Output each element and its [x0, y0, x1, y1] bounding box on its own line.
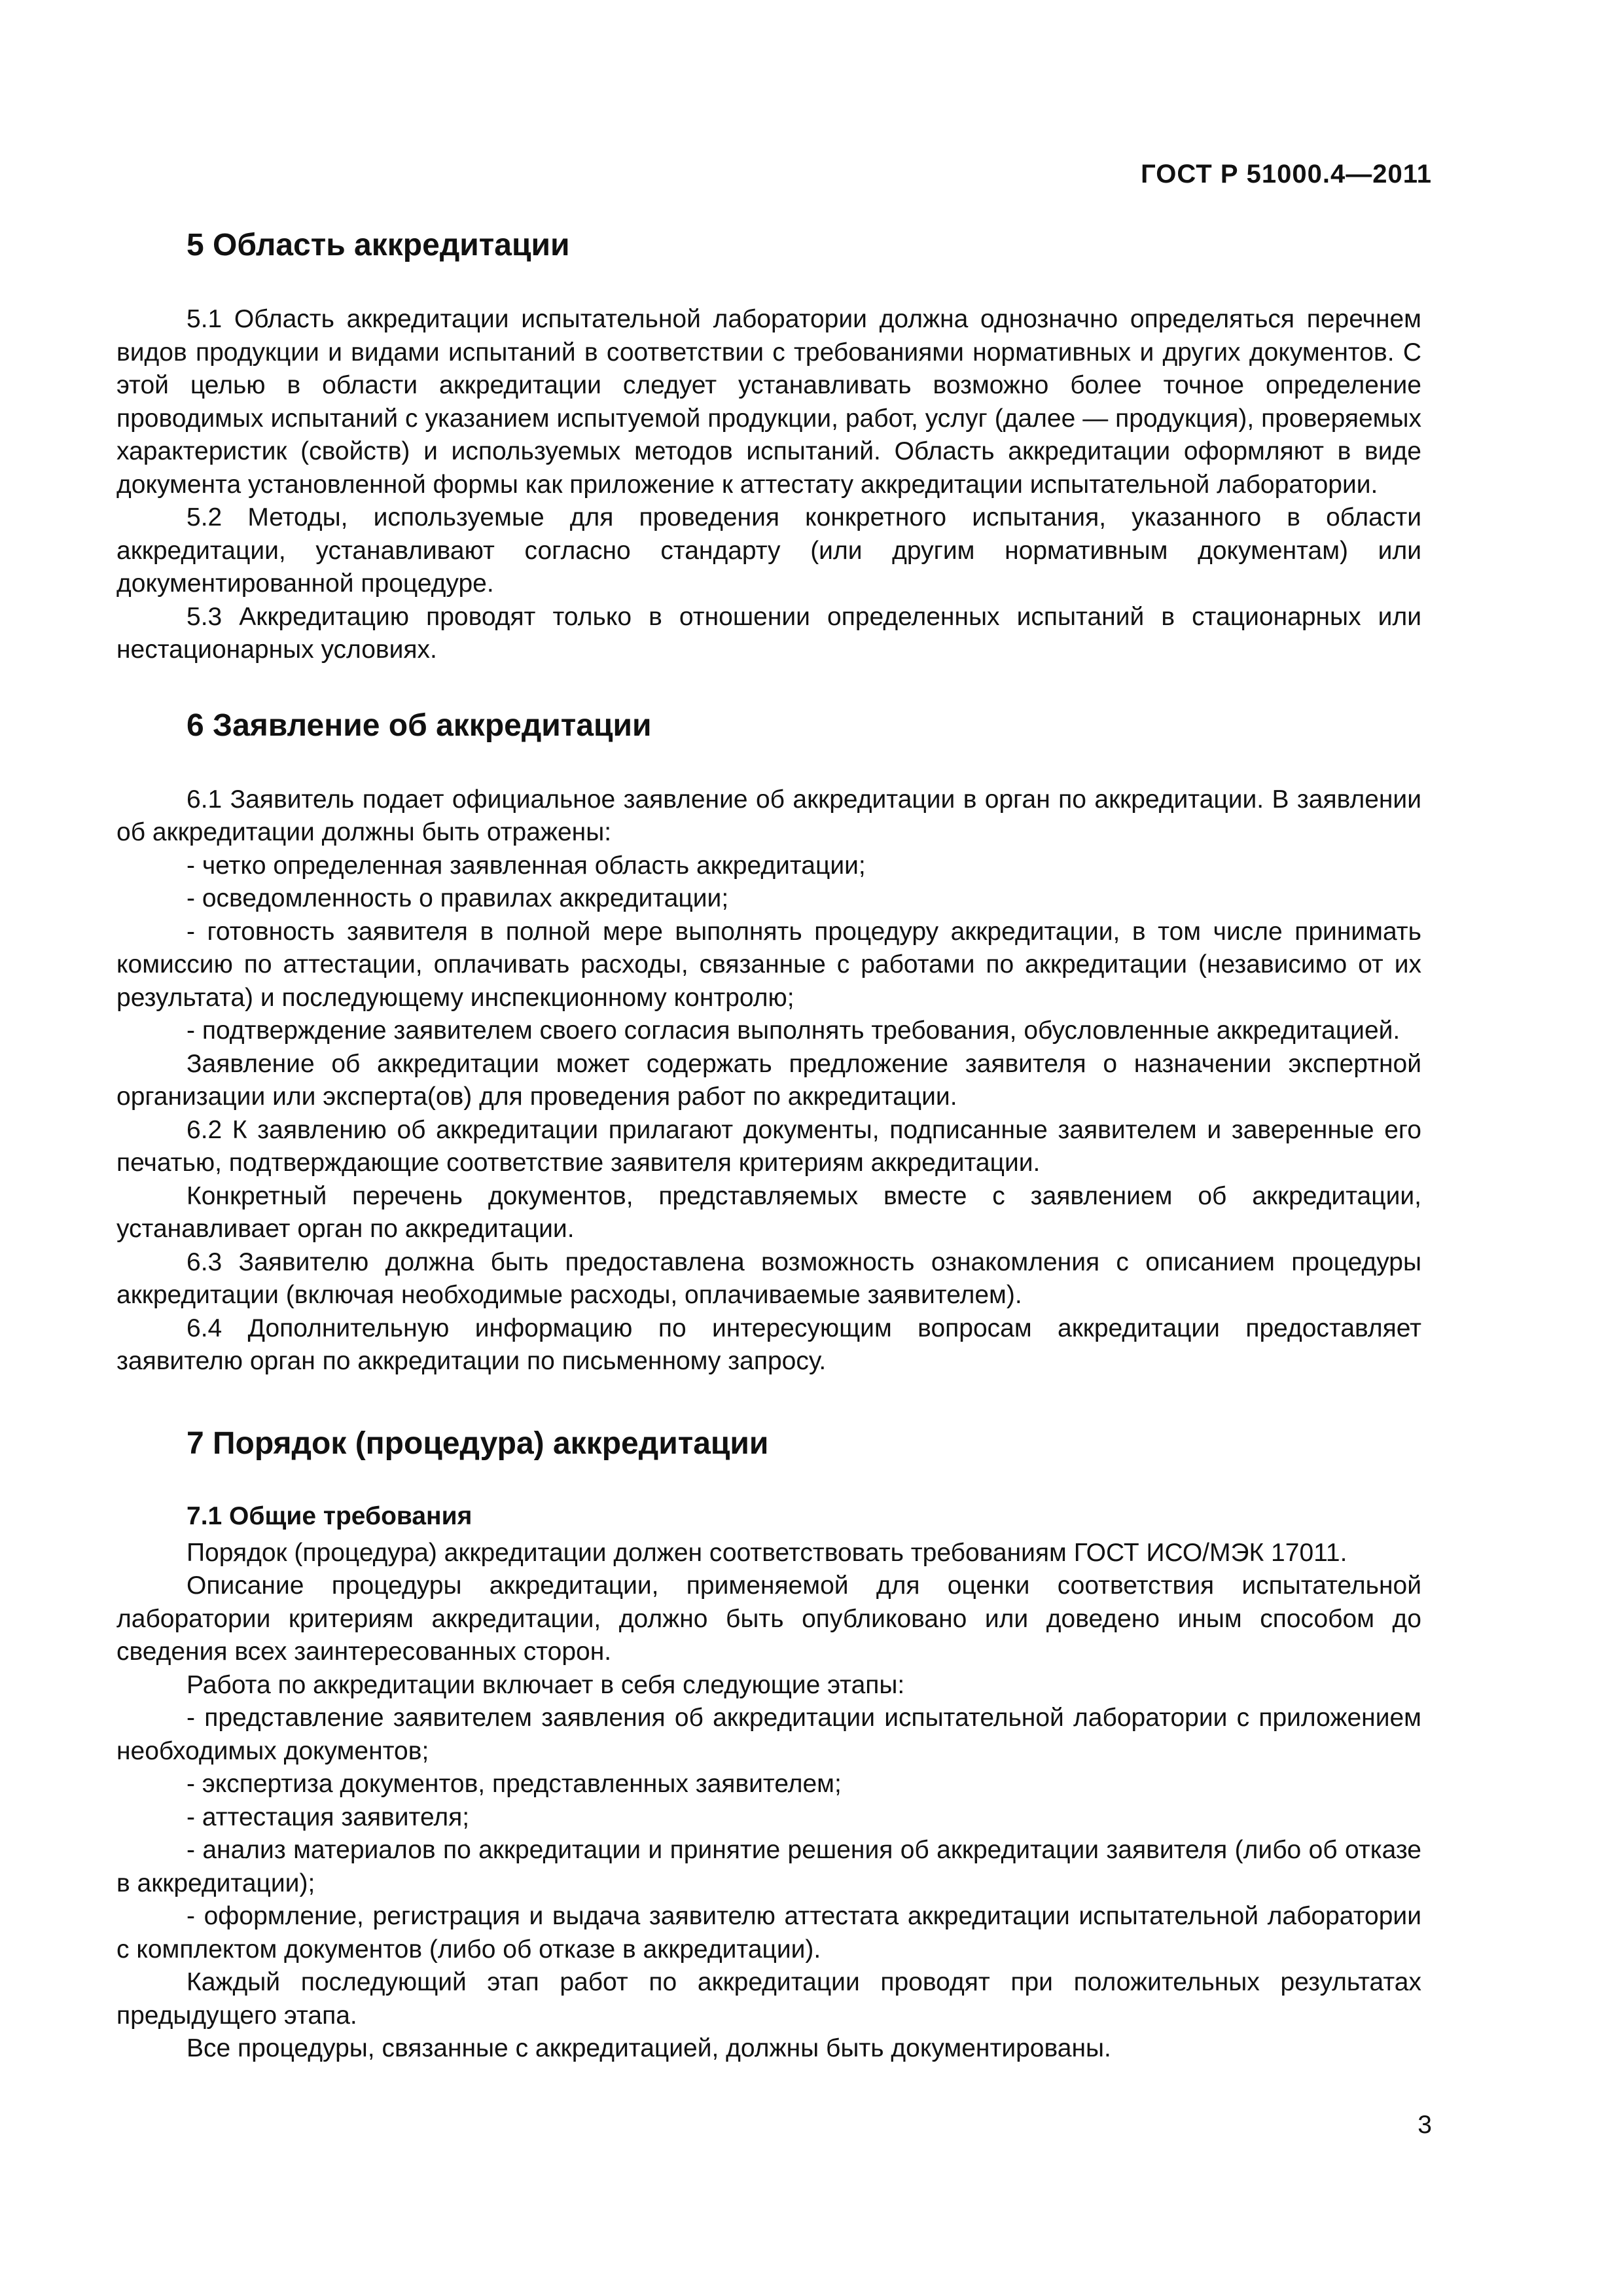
section-7-paragraph: Каждый последующий этап работ по аккредитации проводят при положительных результатах предыдущего этапа. [116, 1968, 1421, 2030]
section-6-list-item: - готовность заявителя в полной мере выполнять процедуру аккредитации, в том числе принимать комиссию по аттестации, оплачивать расходы, связанные с работами по аккредитации (независимо от их результата) и последующему инспекционному контролю; [116, 917, 1421, 1012]
document-body [116, 226, 1421, 2066]
section-7-list-item: - представление заявителем заявления об аккредитации испытательной лаборатории с приложением необходимых документов; [116, 1704, 1421, 1765]
section-6-paragraph: Конкретный перечень документов, представляемых вместе с заявлением об аккредитации, устанавливает орган по аккредитации. [116, 1181, 1421, 1243]
section-6-list-item: - подтверждение заявителем своего согласия выполнять требования, обусловленные аккредитацией. [187, 1016, 1400, 1045]
section-7-title: 7 Порядок (процедура) аккредитации [187, 1426, 769, 1461]
section-7-list-item: - анализ материалов по аккредитации и принятие решения об аккредитации заявителя (либо об отказе в аккредитации); [116, 1836, 1421, 1897]
section-6-paragraph: 6.4 Дополнительную информацию по интересующим вопросам аккредитации предоставляет заявителю орган по аккредитации по письменному запросу. [116, 1314, 1421, 1375]
subsection-7-1-title: 7.1 Общие требования [187, 1501, 473, 1530]
section-7-paragraph: Все процедуры, связанные с аккредитацией, должны быть документированы. [187, 2034, 1111, 2062]
section-7-paragraph: Описание процедуры аккредитации, применяемой для оценки соответствия испытательной лаборатории критериям аккредитации, должно быть опубликовано или доведено иным способом до сведения всех заинтересованных сторон. [116, 1571, 1421, 1666]
section-7-list-item: - оформление, регистрация и выдача заявителю аттестата аккредитации испытательной лаборатории с комплектом документов (либо об отказе в аккредитации). [116, 1902, 1421, 1964]
section-5-paragraph: 5.2 Методы, используемые для проведения конкретного испытания, указанного в области аккредитации, устанавливают согласно стандарту (или другим нормативным документам) или документированной процедуре. [116, 503, 1421, 598]
section-6-paragraph: 6.3 Заявителю должна быть предоставлена возможность ознакомления с описанием процедуры аккредитации (включая необходимые расходы, оплачиваемые заявителем). [116, 1247, 1421, 1309]
section-7-list-item: - аттестация заявителя; [187, 1803, 470, 1831]
section-6-list-item: - четко определенная заявленная область аккредитации; [187, 851, 866, 880]
section-6-paragraph: 6.1 Заявитель подает официальное заявление об аккредитации в орган по аккредитации. В заявлении об аккредитации должны быть отражены: [116, 785, 1421, 846]
section-6-title: 6 Заявление об аккредитации [187, 708, 652, 743]
section-5-paragraph: 5.3 Аккредитацию проводят только в отношении определенных испытаний в стационарных или нестационарных условиях. [116, 602, 1421, 664]
page-number: 3 [1418, 2111, 1432, 2139]
section-7-paragraph: Порядок (процедура) аккредитации должен соответствовать требованиям ГОСТ ИСО/МЭК 17011. [187, 1538, 1347, 1567]
section-6-paragraph: Заявление об аккредитации может содержать предложение заявителя о назначении экспертной организации или эксперта(ов) для проведения работ по аккредитации. [116, 1049, 1421, 1111]
section-5-title: 5 Область аккредитации [187, 228, 570, 262]
section-5-paragraph: 5.1 Область аккредитации испытательной лаборатории должна однозначно определяться перечнем видов продукции и видами испытаний в соответствии с требованиями нормативных и других документов. С этой целью в области аккредитации следует устанавливать возможно более точное определение проводимых испытаний с указанием испытуемой продукции, работ, услуг (далее — продукция), проверяемых характеристик (свойств) и используемых методов испытаний. Область аккредитации оформляют в виде документа установленной формы как приложение к аттестату аккредитации испытательной лаборатории. [116, 305, 1421, 499]
section-7-list-item: - экспертиза документов, представленных заявителем; [187, 1770, 842, 1798]
document-code-header: ГОСТ Р 51000.4—2011 [1141, 160, 1432, 188]
section-6-list-item: - осведомленность о правилах аккредитации; [187, 884, 729, 912]
section-7-paragraph: Работа по аккредитации включает в себя следующие этапы: [187, 1670, 905, 1699]
section-6-paragraph: 6.2 К заявлению об аккредитации прилагают документы, подписанные заявителем и заверенные его печатью, подтверждающие соответствие заявителя критериям аккредитации. [116, 1115, 1421, 1177]
